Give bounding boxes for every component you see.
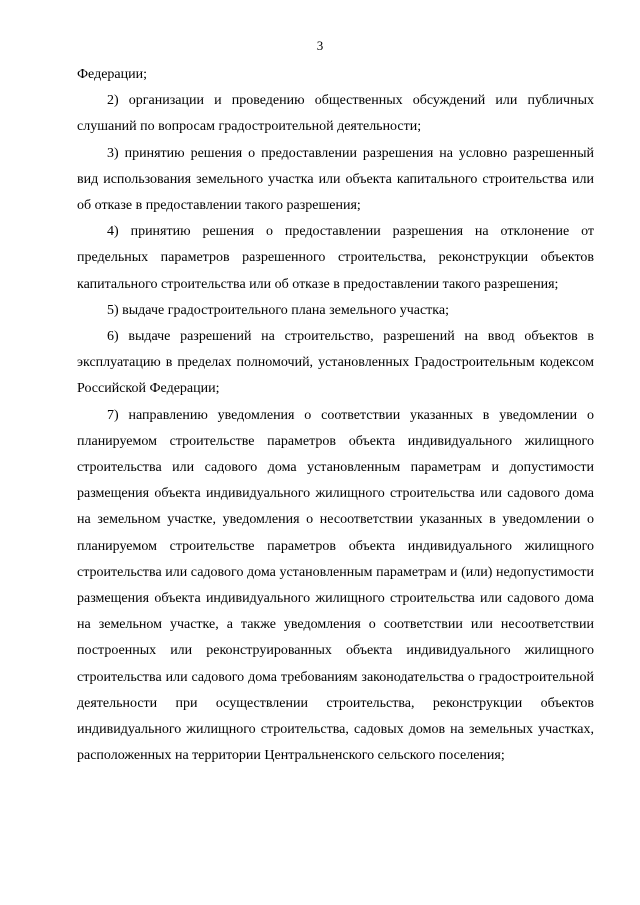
document-body [77, 62, 594, 769]
paragraph-item-6: 6) выдаче разрешений на строительство, разрешений на ввод объектов в эксплуатацию в пределах полномочий, установленных Градостроительным кодексом Российской Федерации; [77, 329, 594, 397]
paragraph-item-7: 7) направлению уведомления о соответствии указанных в уведомлении о планируемом строительстве параметров объекта индивидуального жилищного строительства или садового дома установленным параметрам и допустимости размещения объекта индивидуального жилищного строительства или садового дома на земельном участке, уведомления о несоответствии указанных в уведомлении о планируемом строительстве параметров объекта индивидуального жилищного строительства или садового дома установленным параметрам и (или) недопустимости размещения объекта индивидуального жилищного строительства или садового дома на земельном участке, а также уведомления о соответствии или несоответствии построенных или реконструированных объекта индивидуального жилищного строительства или садового дома требованиям законодательства о градостроительной деятельности при осуществлении строительства, реконструкции объектов индивидуального жилищного строительства, садовых домов на земельных участках, расположенных на территории Центральненского сельского поселения; [77, 407, 594, 764]
paragraph-item-2: 2) организации и проведению общественных обсуждений или публичных слушаний по вопросам градостроительной деятельности; [77, 93, 594, 135]
paragraph-item-4: 4) принятию решения о предоставлении разрешения на отклонение от предельных параметров разрешенного строительства, реконструкции объектов капитального строительства или об отказе в предоставлении такого разрешения; [77, 224, 594, 292]
paragraph-item-5: 5) выдаче градостроительного плана земельного участка; [107, 302, 449, 318]
paragraph-continuation: Федерации; [77, 67, 148, 82]
paragraph-item-3: 3) принятию решения о предоставлении разрешения на условно разрешенный вид использования земельного участка или объекта капитального строительства или об отказе в предоставлении такого разрешения; [77, 145, 594, 214]
page-number: 3 [316, 38, 324, 53]
